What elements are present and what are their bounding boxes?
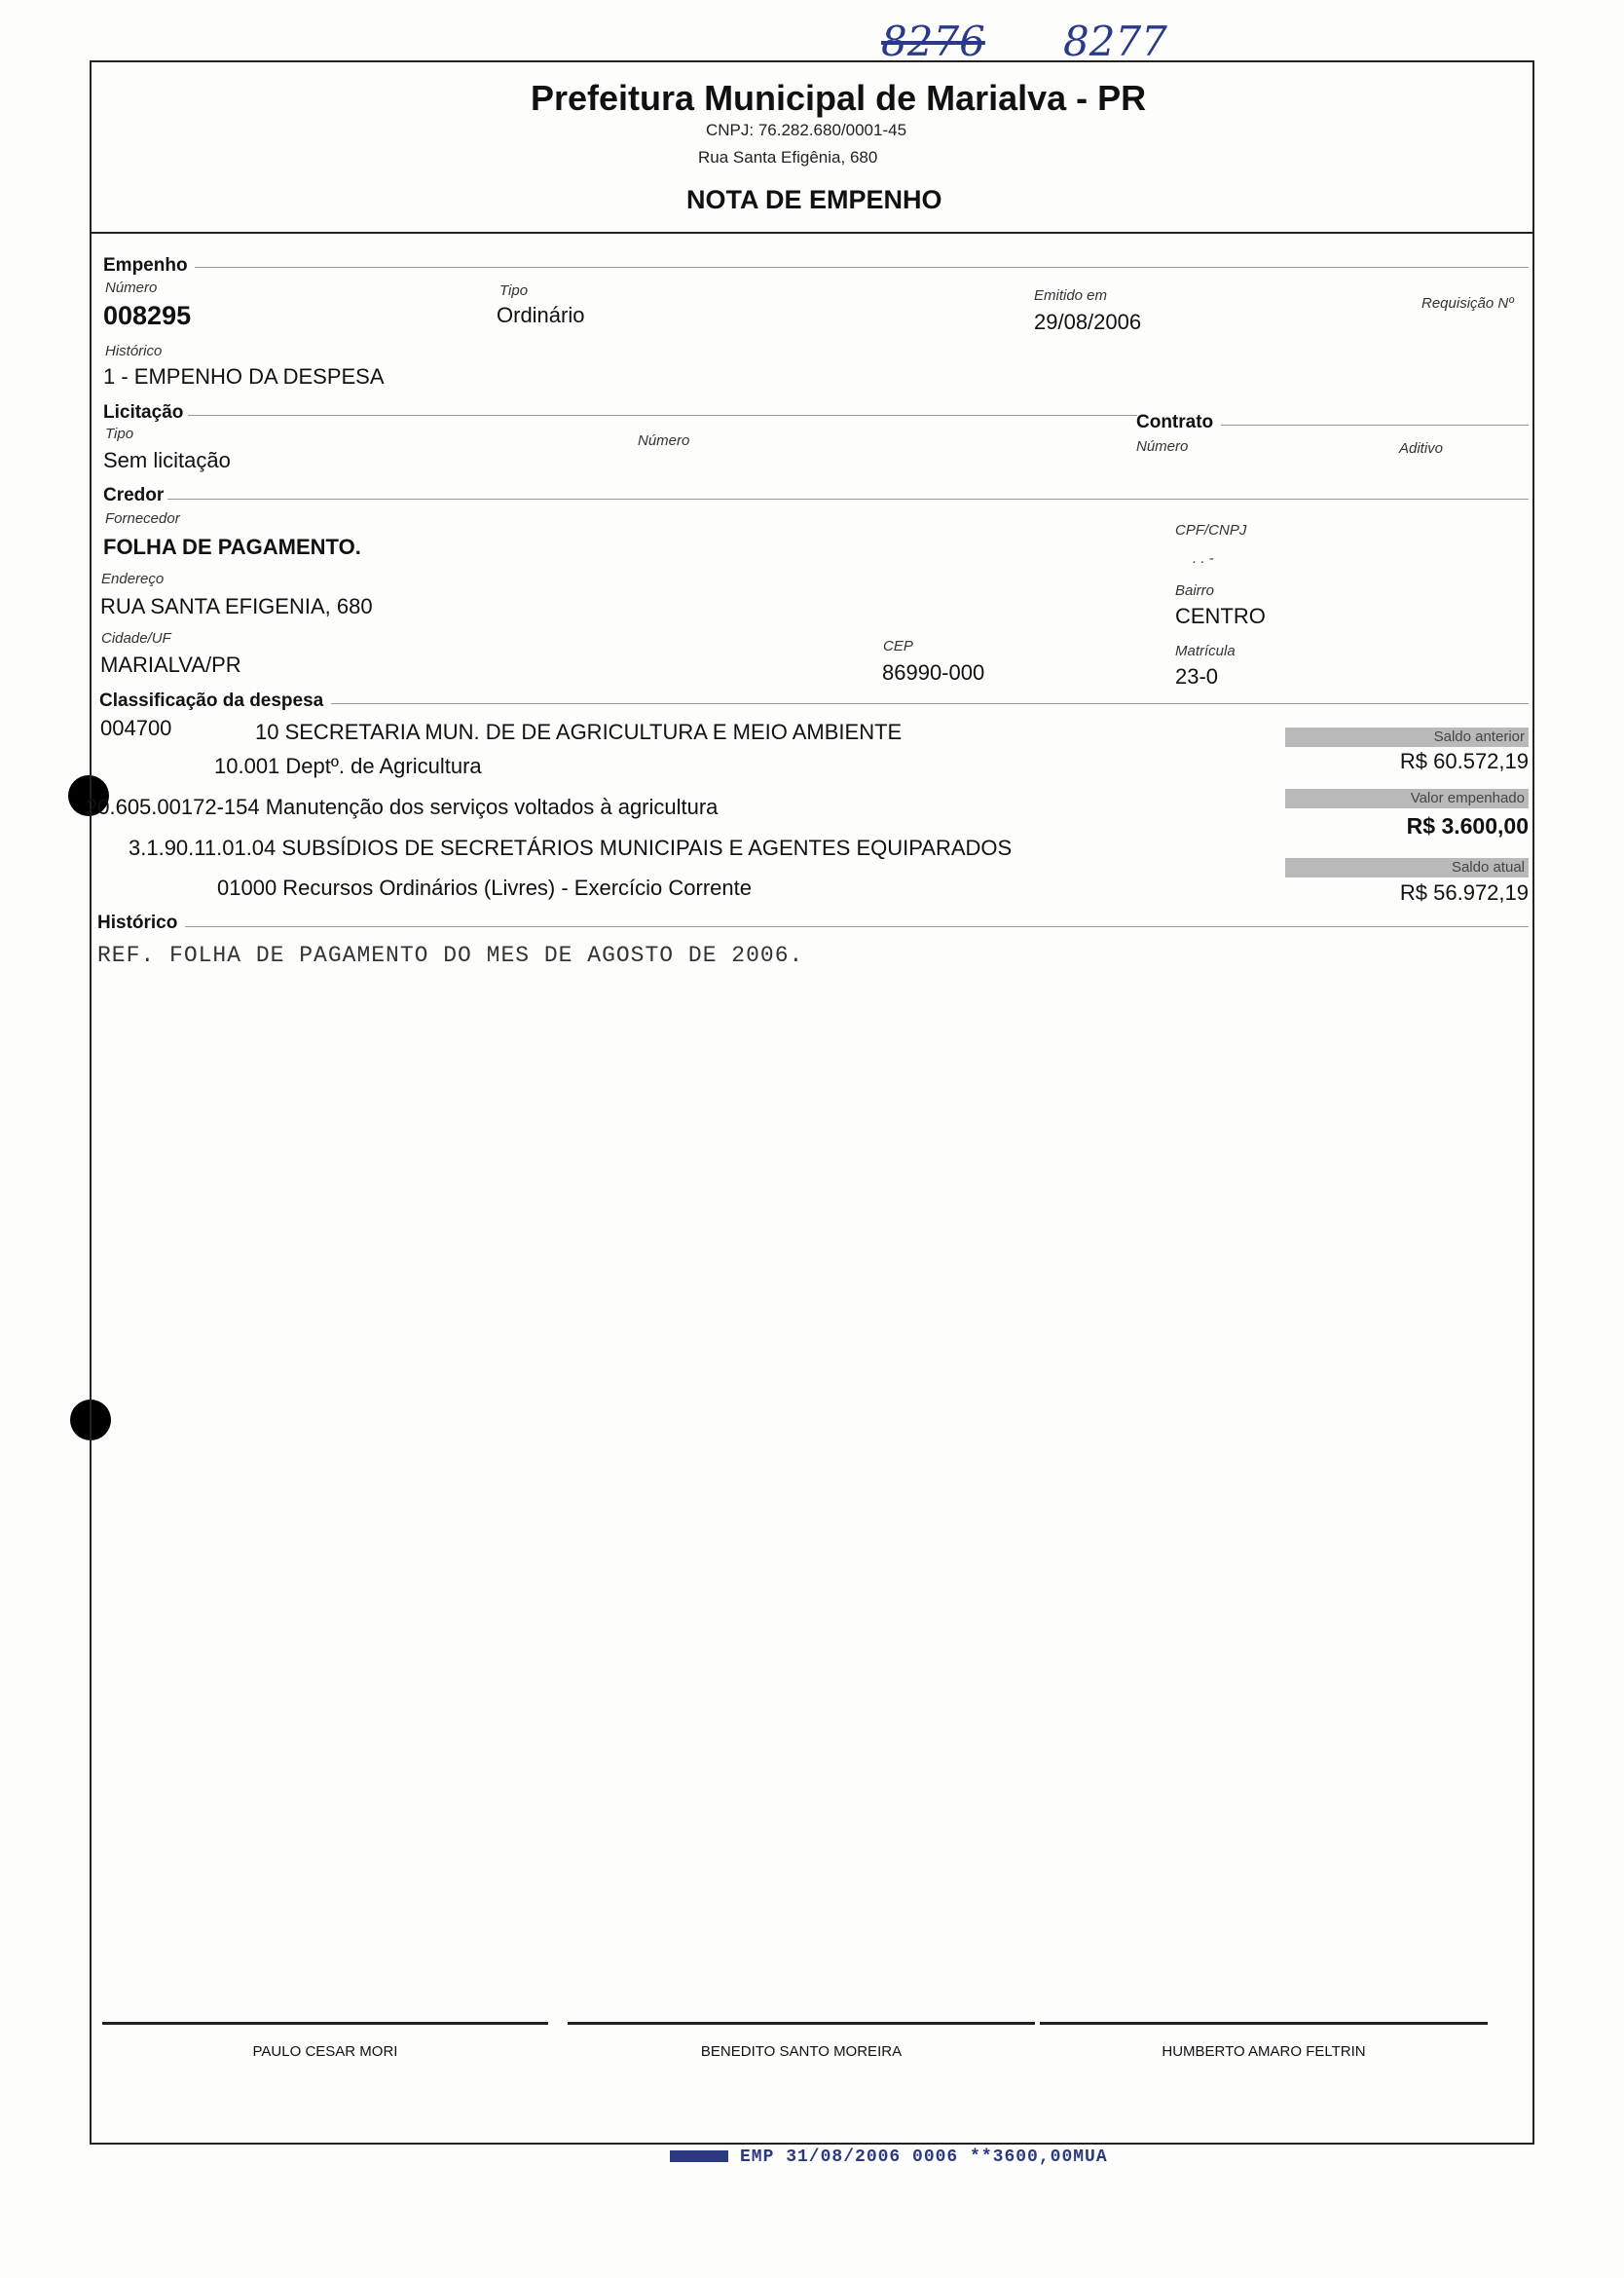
signature-line-3 bbox=[1040, 2022, 1488, 2025]
historico-empenho-value: 1 - EMPENHO DA DESPESA bbox=[103, 364, 385, 389]
historico-empenho-label: Histórico bbox=[105, 343, 163, 359]
endereco-value: RUA SANTA EFIGENIA, 680 bbox=[100, 594, 373, 618]
signature-name-1: PAULO CESAR MORI bbox=[252, 2043, 398, 2060]
emitido-label: Emitido em bbox=[1034, 287, 1108, 304]
endereco-label: Endereço bbox=[101, 571, 165, 587]
empenho-rule bbox=[195, 267, 1529, 268]
section-classificacao: Classificação da despesa bbox=[99, 691, 324, 711]
section-licitacao: Licitação bbox=[103, 402, 184, 423]
saldo-anterior-value: R$ 60.572,19 bbox=[1399, 749, 1529, 773]
stamp-mark-icon bbox=[670, 2150, 728, 2162]
fornecedor-label: Fornecedor bbox=[105, 510, 180, 527]
bairro-value: CENTRO bbox=[1175, 604, 1266, 628]
section-empenho: Empenho bbox=[103, 255, 188, 276]
fornecedor-value: FOLHA DE PAGAMENTO. bbox=[103, 535, 361, 559]
licitacao-numero-label: Número bbox=[638, 432, 690, 449]
address: Rua Santa Efigênia, 680 bbox=[698, 148, 878, 167]
requisicao-label: Requisição Nº bbox=[1421, 295, 1514, 312]
classificacao-line2: 10.001 Deptº. de Agricultura bbox=[214, 754, 482, 778]
credor-rule bbox=[167, 499, 1529, 500]
licitacao-tipo-label: Tipo bbox=[105, 426, 134, 442]
signature-name-2: BENEDITO SANTO MOREIRA bbox=[700, 2043, 903, 2060]
stamp-text: EMP 31/08/2006 0006 **3600,00MUA bbox=[740, 2147, 1108, 2167]
handwritten-old-number: 8276 bbox=[881, 18, 985, 65]
cidade-value: MARIALVA/PR bbox=[100, 653, 241, 677]
matricula-value: 23-0 bbox=[1175, 664, 1219, 689]
section-contrato: Contrato bbox=[1136, 412, 1214, 432]
licitacao-tipo-value: Sem licitação bbox=[103, 448, 231, 472]
licitacao-rule bbox=[188, 415, 1137, 416]
cep-value: 86990-000 bbox=[882, 660, 985, 685]
cpf-value: . . - bbox=[1193, 550, 1214, 567]
saldo-atual-value: R$ 56.972,19 bbox=[1399, 880, 1529, 905]
page-title: Prefeitura Municipal de Marialva - PR bbox=[531, 78, 1147, 118]
saldo-atual-label: Saldo atual bbox=[1285, 858, 1529, 878]
valor-empenhado-label: Valor empenhado bbox=[1285, 789, 1529, 808]
numero-label: Número bbox=[105, 280, 158, 296]
cpf-label: CPF/CNPJ bbox=[1175, 522, 1247, 539]
document-title: NOTA DE EMPENHO bbox=[686, 185, 942, 214]
classificacao-line3: 20.605.00172-154 Manutenção dos serviços voltados à agricultura bbox=[86, 795, 719, 819]
classificacao-rule bbox=[331, 703, 1529, 704]
classificacao-line5: 01000 Recursos Ordinários (Livres) - Exercício Corrente bbox=[217, 876, 752, 900]
classificacao-line4: 3.1.90.11.01.04 SUBSÍDIOS DE SECRETÁRIOS MUNICIPAIS E AGENTES EQUIPARADOS bbox=[129, 836, 1013, 860]
signature-line-2 bbox=[568, 2022, 1035, 2025]
tipo-value: Ordinário bbox=[497, 303, 585, 327]
section-credor: Credor bbox=[103, 485, 165, 505]
contrato-numero-label: Número bbox=[1136, 438, 1189, 455]
cnpj: CNPJ: 76.282.680/0001-45 bbox=[706, 121, 907, 139]
signature-line-1 bbox=[102, 2022, 548, 2025]
payment-stamp bbox=[670, 2147, 1108, 2167]
cidade-label: Cidade/UF bbox=[101, 630, 171, 647]
saldo-anterior-label: Saldo anterior bbox=[1285, 728, 1529, 747]
tipo-label: Tipo bbox=[499, 282, 529, 299]
valor-empenhado-value: R$ 3.600,00 bbox=[1406, 813, 1529, 839]
header-divider bbox=[90, 232, 1532, 234]
cep-label: CEP bbox=[883, 638, 913, 654]
signature-name-3: HUMBERTO AMARO FELTRIN bbox=[1162, 2043, 1366, 2060]
historico-text: REF. FOLHA DE PAGAMENTO DO MES DE AGOSTO DE 2006. bbox=[97, 943, 804, 968]
matricula-label: Matrícula bbox=[1175, 643, 1236, 659]
bairro-label: Bairro bbox=[1175, 582, 1215, 599]
handwritten-new-number: 8277 bbox=[1063, 18, 1167, 65]
historico-rule bbox=[185, 926, 1529, 927]
contrato-aditivo-label: Aditivo bbox=[1399, 440, 1444, 457]
section-historico: Histórico bbox=[97, 913, 178, 933]
classificacao-code: 004700 bbox=[100, 716, 172, 740]
contrato-rule bbox=[1221, 425, 1529, 426]
classificacao-line1: 10 SECRETARIA MUN. DE DE AGRICULTURA E MEIO AMBIENTE bbox=[255, 720, 903, 744]
emitido-value: 29/08/2006 bbox=[1034, 310, 1142, 334]
empenho-number: 008295 bbox=[103, 301, 192, 330]
